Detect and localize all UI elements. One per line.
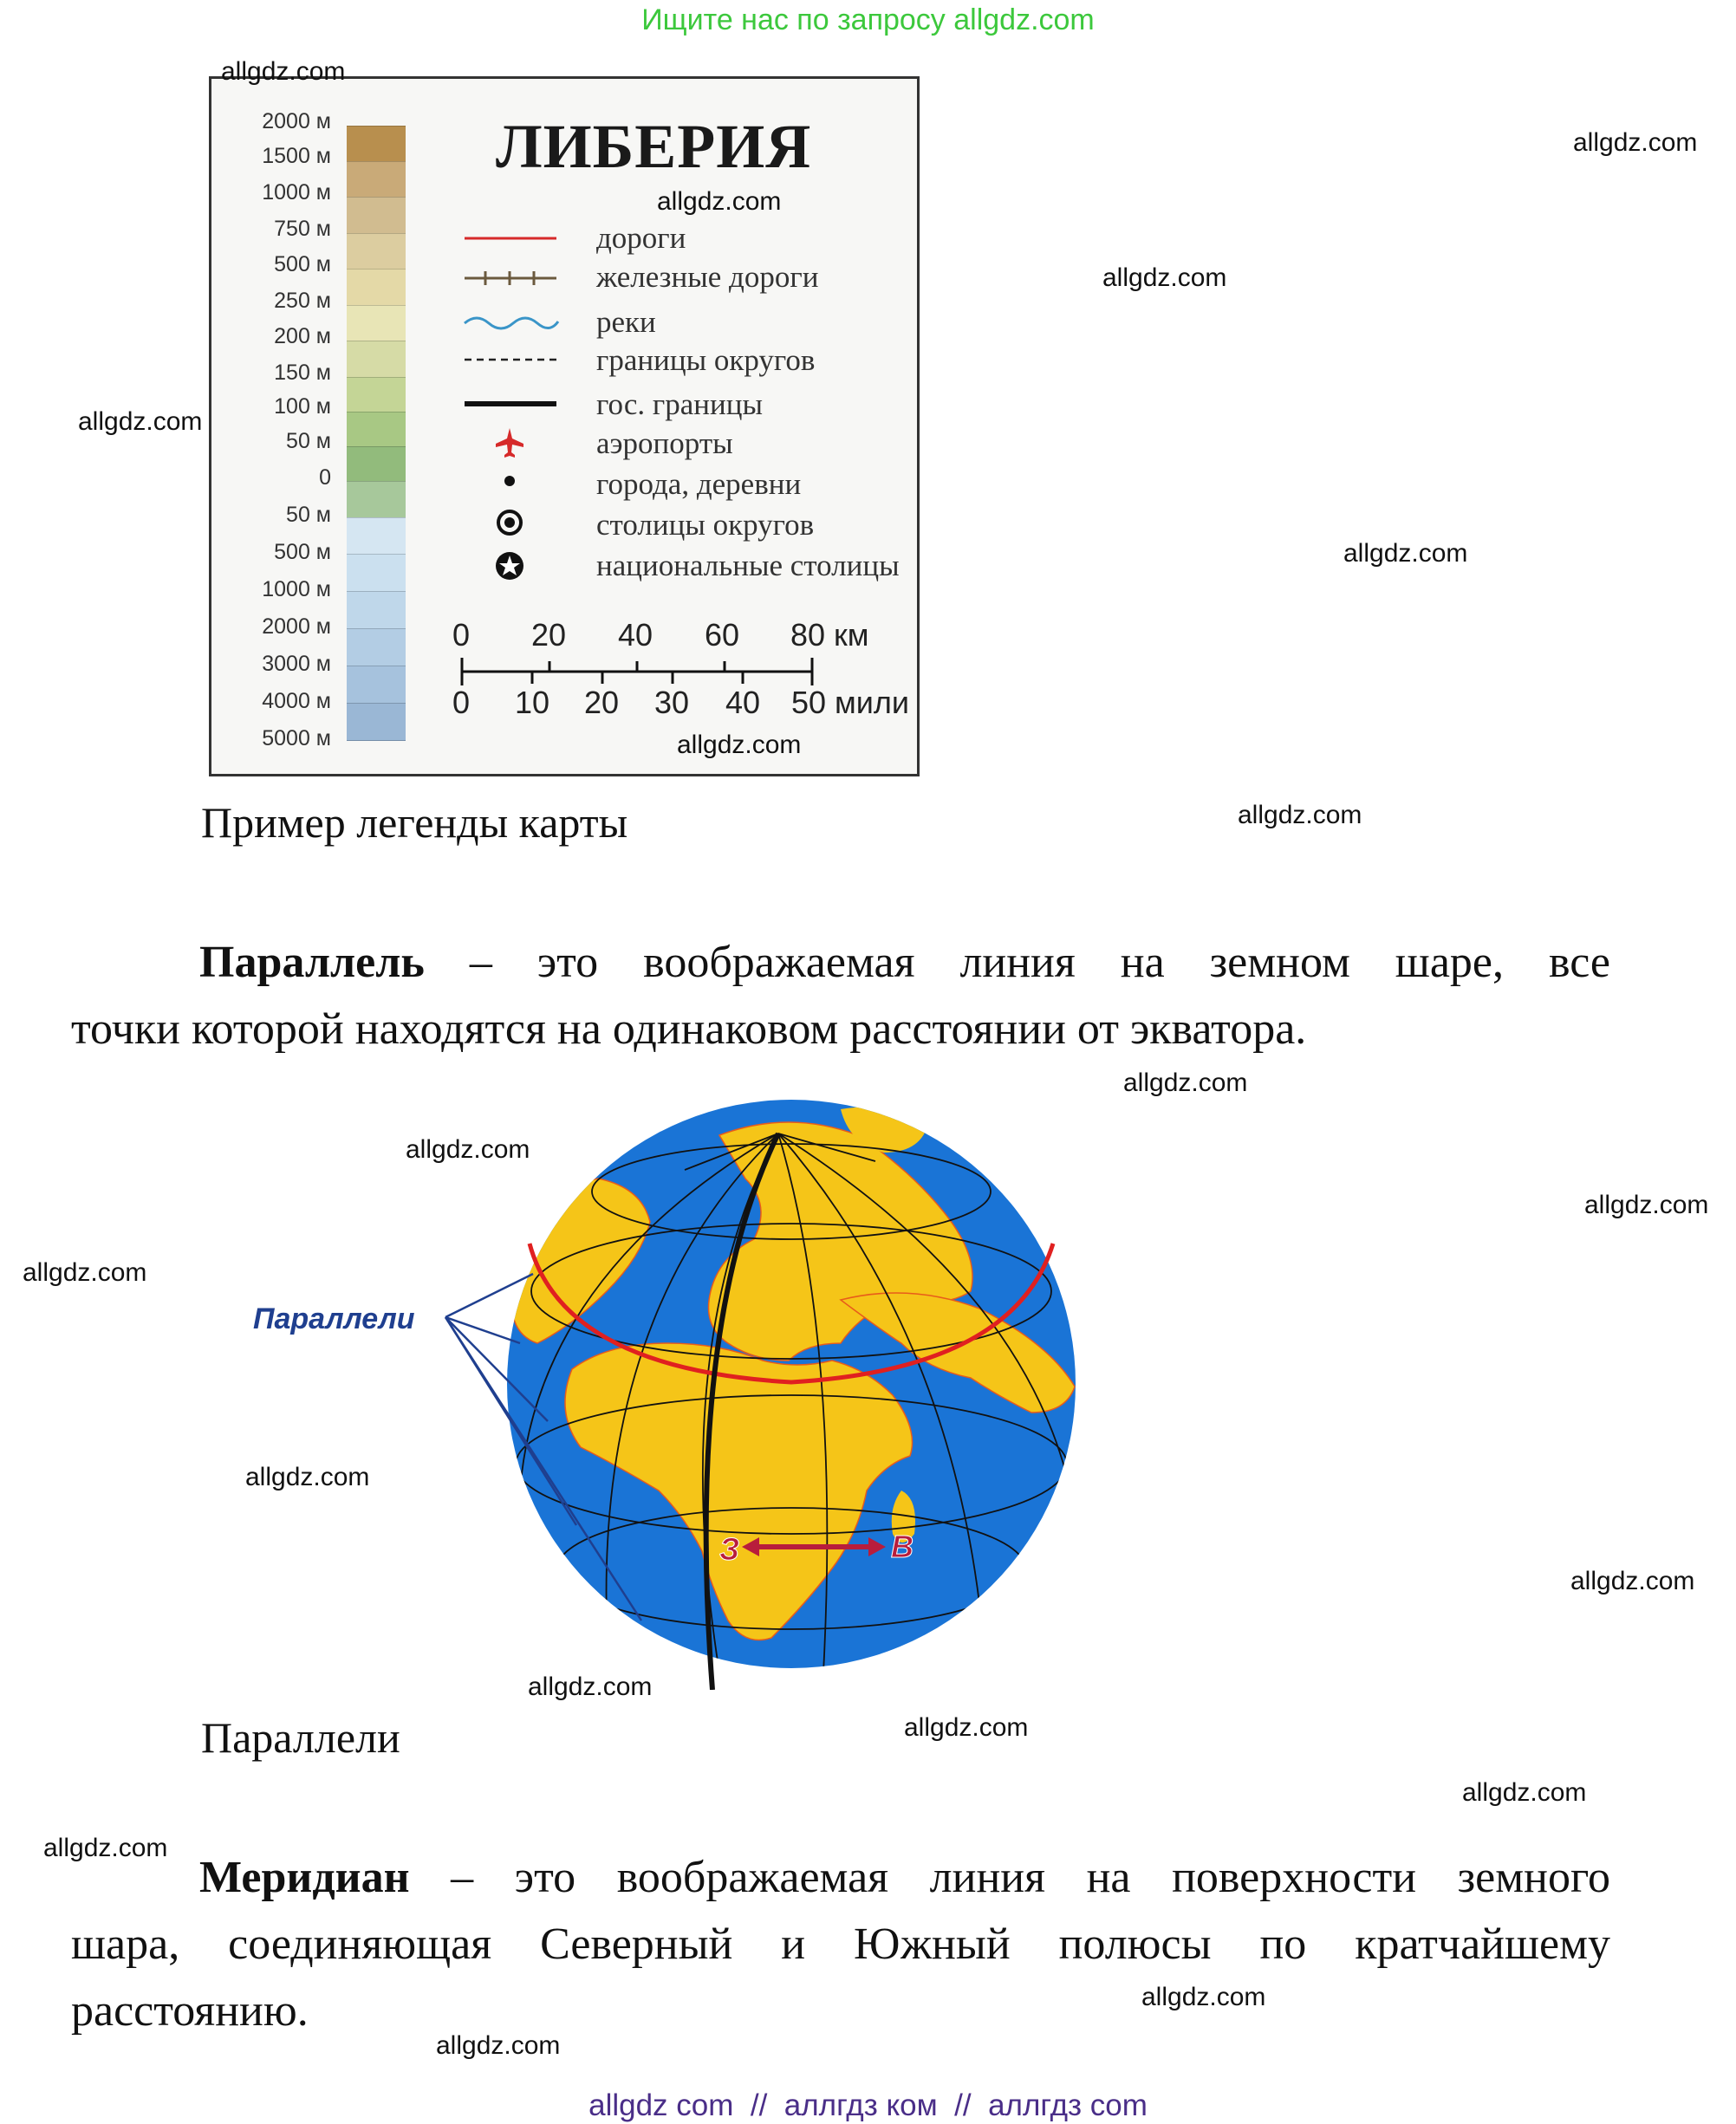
elevation-label: 500 м <box>274 252 331 276</box>
ramp-cell <box>347 446 406 482</box>
globe-illustration <box>234 1083 1092 1690</box>
parallel-term: Параллель <box>199 938 425 987</box>
legend-item-label: железные дороги <box>596 260 819 294</box>
scale-km-label: 0 <box>452 617 471 653</box>
watermark: allgdz.com <box>78 407 203 436</box>
watermark: allgdz.com <box>221 57 346 86</box>
ramp-cell <box>347 517 406 555</box>
airplane-icon <box>496 428 523 458</box>
scale-km-label: 60 <box>705 617 740 653</box>
footer-link[interactable]: allgdz com <box>588 2088 734 2122</box>
watermark: allgdz.com <box>1123 1068 1248 1097</box>
ramp-cell <box>347 161 406 198</box>
footer-separator: // <box>750 2088 768 2122</box>
watermark: allgdz.com <box>1462 1778 1587 1807</box>
watermark: allgdz.com <box>904 1713 1029 1742</box>
ramp-cell <box>347 269 406 306</box>
ramp-cell <box>347 591 406 629</box>
elevation-label: 3000 м <box>262 652 331 676</box>
legend-item-label: гос. границы <box>596 387 763 421</box>
legend-item-label: города, деревни <box>596 467 802 501</box>
legend-caption: Пример легенды карты <box>201 798 628 847</box>
meridian-definition-text: – это воображаемая линия на поверхности земного <box>409 1853 1610 1902</box>
scale-km-label: 80 км <box>790 617 869 653</box>
parallel-definition-line2: точки которой находятся на одинаковом расстоянии от экватора. <box>71 1004 1307 1054</box>
watermark: allgdz.com <box>1570 1567 1695 1595</box>
elevation-label: 1000 м <box>262 577 331 601</box>
watermark: allgdz.com <box>677 731 802 759</box>
watermark: allgdz.com <box>23 1258 147 1287</box>
elevation-label: 5000 м <box>262 726 331 750</box>
ramp-cell <box>347 197 406 234</box>
elevation-label: 100 м <box>274 394 331 419</box>
ramp-cell <box>347 233 406 270</box>
parallel-definition-text: – это воображаемая линия на земном шаре, все <box>424 938 1610 987</box>
meridian-definition-line3: расстоянию. <box>71 1986 309 2036</box>
scale-mile-label: 0 <box>452 685 471 720</box>
ramp-cell <box>347 666 406 704</box>
footer-links <box>0 2088 1736 2123</box>
scale-mile-label: 20 <box>584 685 620 720</box>
meridian-definition <box>71 1844 1610 2044</box>
footer-link[interactable]: аллгдз com <box>988 2088 1148 2122</box>
meridian-definition-line1 <box>71 1844 1610 1911</box>
circled-dot-icon <box>498 511 521 534</box>
legend-item-label: реки <box>596 305 656 339</box>
ramp-cell <box>347 412 406 447</box>
ramp-cell <box>347 554 406 592</box>
scale-mile-label: 50 мили <box>791 685 910 720</box>
top-search-hint: Ищите нас по запросу allgdz.com <box>641 3 1095 36</box>
ramp-cell <box>347 740 406 741</box>
ramp-cell <box>347 628 406 666</box>
elevation-label: 2000 м <box>262 109 331 133</box>
elevation-label: 50 м <box>286 503 331 527</box>
scale-bar <box>451 654 832 706</box>
watermark: allgdz.com <box>1584 1191 1709 1219</box>
watermark: allgdz.com <box>1102 263 1227 292</box>
watermark: allgdz.com <box>436 2031 561 2060</box>
elevation-label: 750 м <box>274 217 331 241</box>
watermark: allgdz.com <box>528 1673 653 1701</box>
ramp-cell <box>347 703 406 741</box>
elevation-label: 250 м <box>274 289 331 313</box>
east-letter: В <box>891 1529 914 1564</box>
watermark: allgdz.com <box>1141 1983 1266 2011</box>
watermark: allgdz.com <box>43 1834 168 1862</box>
watermark: allgdz.com <box>245 1463 370 1491</box>
legend-symbols <box>451 221 572 585</box>
ramp-cell <box>347 126 406 162</box>
watermark: allgdz.com <box>406 1135 530 1164</box>
elevation-label: 0 <box>319 465 331 490</box>
footer-separator: // <box>954 2088 972 2122</box>
river-wave-icon <box>465 318 558 328</box>
elevation-label: 150 м <box>274 360 331 385</box>
watermark: allgdz.com <box>1343 539 1468 568</box>
ramp-cell <box>347 481 406 518</box>
elevation-label: 1500 м <box>262 144 331 168</box>
railway-line-icon <box>465 271 556 285</box>
ramp-cell <box>347 341 406 378</box>
elevation-label: 500 м <box>274 540 331 564</box>
elevation-label: 1000 м <box>262 180 331 205</box>
legend-item-label: столицы округов <box>596 508 815 542</box>
scale-mile-label: 40 <box>725 685 761 720</box>
dot-icon <box>504 476 515 486</box>
meridian-term: Меридиан <box>199 1853 410 1902</box>
legend-title: ЛИБЕРИЯ <box>496 112 812 181</box>
watermark: allgdz.com <box>657 187 782 216</box>
star-circle-icon <box>496 552 523 580</box>
legend-item-label: аэропорты <box>596 426 733 460</box>
scale-km-label: 20 <box>531 617 567 653</box>
west-letter: З <box>719 1531 740 1567</box>
scale-mile-label: 10 <box>515 685 550 720</box>
watermark: allgdz.com <box>1573 128 1698 157</box>
meridian-definition-line2: шара, соединяющая Северный и Южный полюсы по кратчайшему <box>71 1919 1610 1969</box>
parallel-definition <box>71 929 1610 1062</box>
legend-item-label: границы округов <box>596 343 816 377</box>
parallel-definition-line1 <box>71 929 1610 996</box>
ramp-cell <box>347 305 406 341</box>
ramp-cell <box>347 377 406 412</box>
globe-caption: Параллели <box>201 1713 400 1762</box>
elevation-label: 4000 м <box>262 689 331 713</box>
elevation-label: 2000 м <box>262 614 331 639</box>
scale-mile-label: 30 <box>654 685 690 720</box>
legend-item-label: дороги <box>596 221 686 255</box>
scale-km-label: 40 <box>618 617 653 653</box>
elevation-label: 200 м <box>274 324 331 348</box>
parallels-callout-label: Параллели <box>253 1302 415 1335</box>
elevation-label: 50 м <box>286 429 331 453</box>
watermark: allgdz.com <box>1238 801 1362 829</box>
legend-item-label: национальные столицы <box>596 549 900 582</box>
footer-link[interactable]: аллгдз ком <box>783 2088 938 2122</box>
